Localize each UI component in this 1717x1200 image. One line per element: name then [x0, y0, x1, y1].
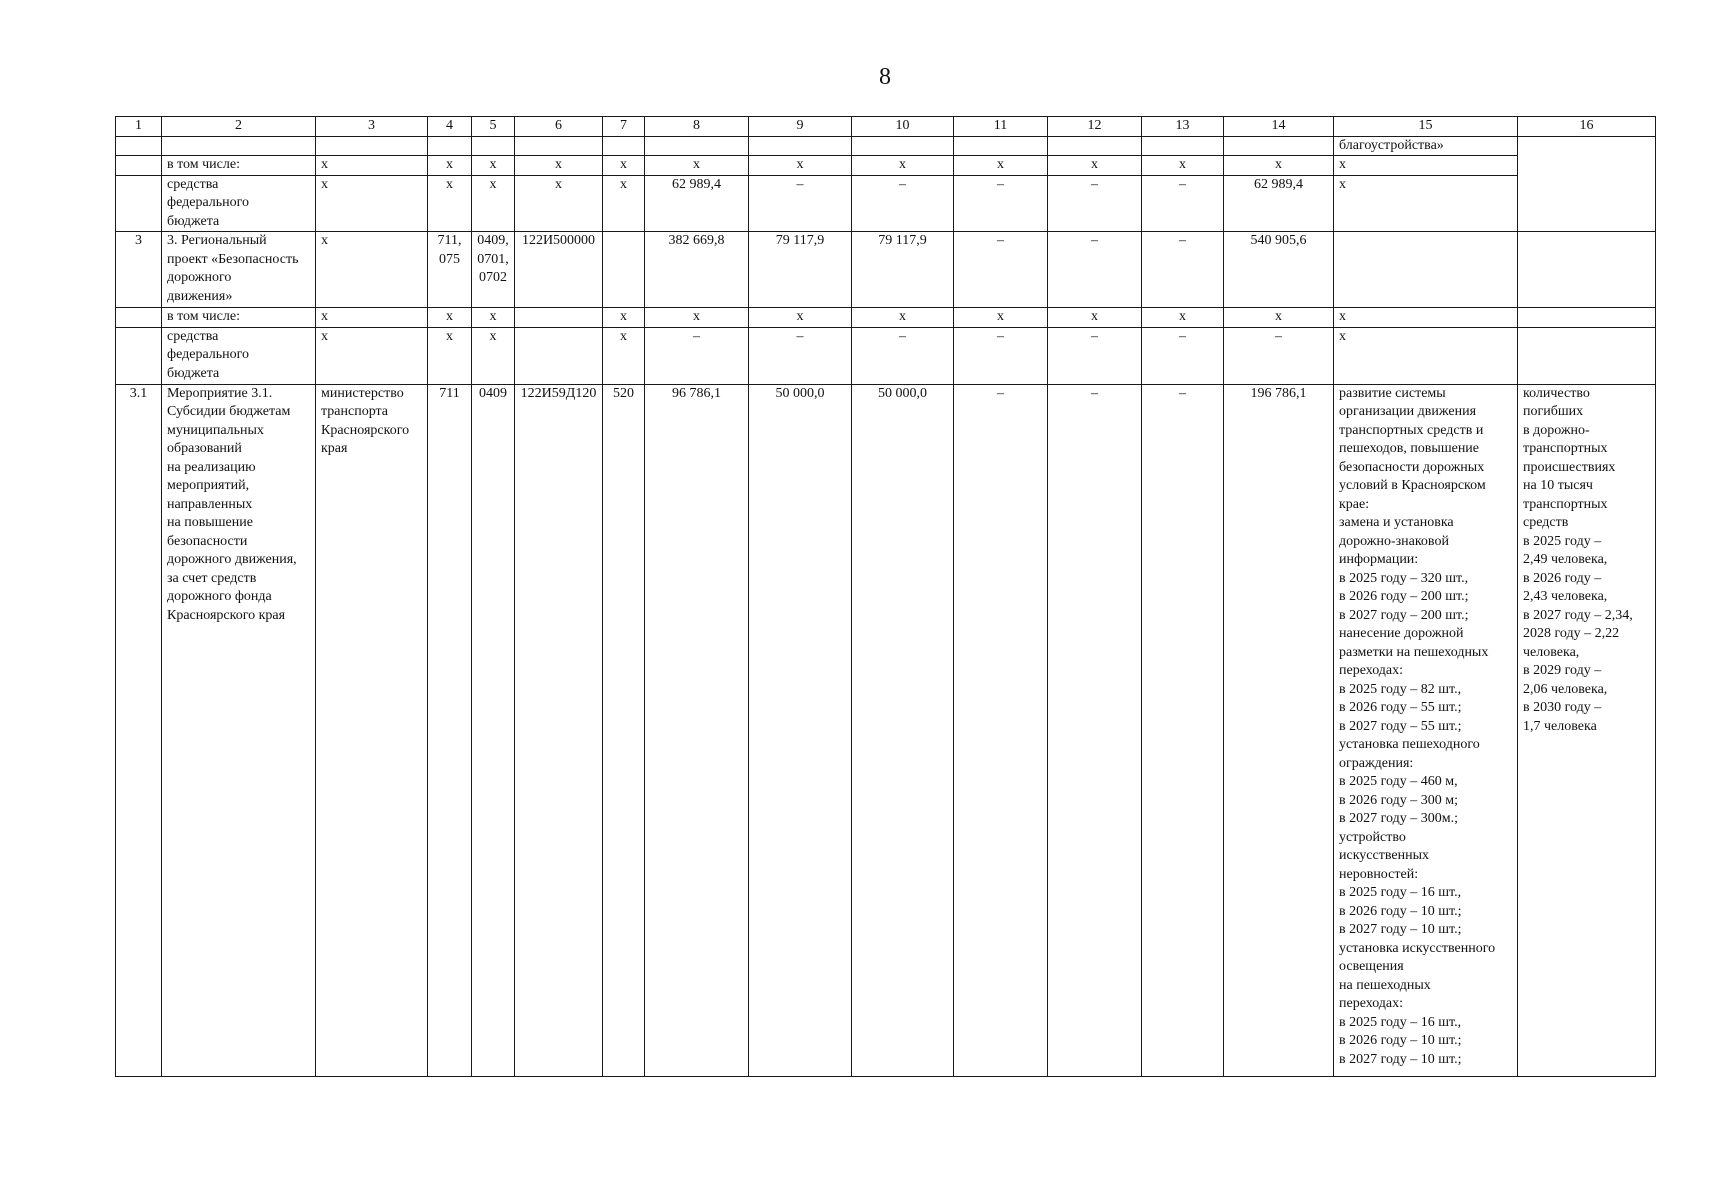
column-header: 3: [316, 117, 428, 137]
cell-value: x: [1142, 156, 1224, 176]
cell-value: x: [515, 175, 603, 232]
cell-amount: 62 989,4: [1224, 175, 1334, 232]
cell-amount: –: [749, 175, 852, 232]
cell-code: 122И500000: [515, 232, 603, 308]
cell-amount: –: [954, 175, 1048, 232]
column-header: 12: [1048, 117, 1142, 137]
cell-value: x: [852, 156, 954, 176]
cell-value: x: [1334, 175, 1518, 232]
cell-result-text: благоустройства»: [1334, 136, 1518, 156]
cell-amount: –: [1142, 384, 1224, 1076]
cell-row-number: 3: [116, 232, 162, 308]
cell-title: Мероприятие 3.1. Субсидии бюджетам муниципальных образований на реализацию мероприятий, направленных на повышение безопасности дорожного движения, за счет средств дорожного фонда Красноярского края: [162, 384, 316, 1076]
table-row-regional-project: [116, 232, 1656, 308]
page-number: 8: [879, 64, 891, 90]
column-header: 6: [515, 117, 603, 137]
cell-amount: –: [1048, 175, 1142, 232]
cell-label: средства федерального бюджета: [162, 327, 316, 384]
cell-value: x: [1142, 308, 1224, 328]
cell-indicator-empty: [1518, 136, 1656, 232]
cell-code: [603, 232, 645, 308]
column-header: 2: [162, 117, 316, 137]
cell-code: 0409, 0701, 0702: [472, 232, 515, 308]
cell-amount: –: [1142, 327, 1224, 384]
cell-amount: –: [749, 327, 852, 384]
cell-amount: –: [1142, 175, 1224, 232]
cell-label: в том числе:: [162, 156, 316, 176]
cell-amount: 79 117,9: [749, 232, 852, 308]
cell-amount: 540 905,6: [1224, 232, 1334, 308]
column-header: 11: [954, 117, 1048, 137]
cell-value: x: [428, 308, 472, 328]
cell-value: x: [515, 156, 603, 176]
table-row-including: [116, 308, 1656, 328]
column-number-row: [116, 117, 1656, 137]
table-row-including: [116, 156, 1656, 176]
cell-code: 0409: [472, 384, 515, 1076]
cell-value: x: [428, 175, 472, 232]
cell-amount: –: [1048, 384, 1142, 1076]
table-row-continuation: [116, 136, 1656, 156]
cell-title: 3. Региональный проект «Безопасность дорожного движения»: [162, 232, 316, 308]
cell-amount: 50 000,0: [852, 384, 954, 1076]
cell-value: x: [316, 232, 428, 308]
cell-amount: –: [1142, 232, 1224, 308]
cell-amount: –: [852, 327, 954, 384]
table-row-federal-budget: [116, 327, 1656, 384]
cell-value: x: [316, 327, 428, 384]
cell-amount: –: [954, 232, 1048, 308]
cell-value: x: [603, 327, 645, 384]
cell-value: x: [603, 308, 645, 328]
cell-value: x: [428, 327, 472, 384]
cell-value: x: [472, 308, 515, 328]
table-row-federal-budget: [116, 175, 1656, 232]
cell-value: x: [316, 308, 428, 328]
cell-executor: министерство транспорта Красноярского края: [316, 384, 428, 1076]
column-header: 8: [645, 117, 749, 137]
cell-amount: –: [954, 384, 1048, 1076]
cell-row-number: 3.1: [116, 384, 162, 1076]
column-header: 10: [852, 117, 954, 137]
column-header: 14: [1224, 117, 1334, 137]
cell-amount: 382 669,8: [645, 232, 749, 308]
cell-code: 122И59Д120: [515, 384, 603, 1076]
cell-result-text: развитие системы организации движения транспортных средств и пешеходов, повышение безопасности дорожных условий в Красноярском крае: замена и установка дорожно-знаковой информации: в 2025 году – 320 шт., в 2026 году – 200 шт.; в 2027 году – 200 шт.; нанесение дорожной разметки на пешеходных переходах: в 2025 году – 82 шт., в 2026 году – 55 шт.; в 2027 году – 55 шт.; установка пешеходного ограждения: в 2025 году – 460 м, в 2026 году – 300 м; в 2027 году – 300м.; устройство искусственных неровностей: в 2025 году – 16 шт., в 2026 году – 10 шт.; в 2027 году – 10 шт.; установка искусственного освещения на пешеходных переходах: в 2025 году – 16 шт., в 2026 году – 10 шт.; в 2027 году – 10 шт.;: [1334, 384, 1518, 1076]
cell-value: x: [749, 308, 852, 328]
cell-value: x: [1048, 156, 1142, 176]
cell-code: 711, 075: [428, 232, 472, 308]
cell-amount: –: [1224, 327, 1334, 384]
cell-value: x: [954, 156, 1048, 176]
cell-value: x: [428, 156, 472, 176]
cell-amount: 79 117,9: [852, 232, 954, 308]
column-header: 16: [1518, 117, 1656, 137]
column-header: 1: [116, 117, 162, 137]
table-row-measure-3-1: [116, 384, 1656, 1076]
cell-amount: 196 786,1: [1224, 384, 1334, 1076]
cell-amount: 96 786,1: [645, 384, 749, 1076]
cell-value: x: [603, 156, 645, 176]
cell-amount: –: [1048, 232, 1142, 308]
cell-value: x: [603, 175, 645, 232]
cell-value: x: [1334, 327, 1518, 384]
cell-value: x: [645, 156, 749, 176]
column-header: 7: [603, 117, 645, 137]
cell-amount: 50 000,0: [749, 384, 852, 1076]
cell-value: x: [749, 156, 852, 176]
cell-amount: –: [954, 327, 1048, 384]
cell-value: x: [472, 156, 515, 176]
cell-value: x: [1334, 156, 1518, 176]
cell-amount: –: [1048, 327, 1142, 384]
cell-code: 520: [603, 384, 645, 1076]
column-header: 13: [1142, 117, 1224, 137]
cell-amount: –: [645, 327, 749, 384]
column-header: 4: [428, 117, 472, 137]
cell-label: в том числе:: [162, 308, 316, 328]
cell-code: 711: [428, 384, 472, 1076]
cell-value: x: [316, 156, 428, 176]
cell-value: x: [316, 175, 428, 232]
column-header: 5: [472, 117, 515, 137]
cell-value: x: [472, 175, 515, 232]
cell-value: x: [472, 327, 515, 384]
cell-value: x: [645, 308, 749, 328]
cell-value: x: [1224, 308, 1334, 328]
cell-amount: 62 989,4: [645, 175, 749, 232]
program-table: [115, 116, 1656, 1077]
column-header: 15: [1334, 117, 1518, 137]
column-header: 9: [749, 117, 852, 137]
cell-value: x: [852, 308, 954, 328]
cell-value: x: [1224, 156, 1334, 176]
cell-value: x: [954, 308, 1048, 328]
cell-label: средства федерального бюджета: [162, 175, 316, 232]
cell-indicator-text: количество погибших в дорожно- транспортных происшествиях на 10 тысяч транспортных средств в 2025 году – 2,49 человека, в 2026 году – 2,43 человека, в 2027 году – 2,34, 2028 году – 2,22 человека, в 2029 году – 2,06 человека, в 2030 году – 1,7 человека: [1518, 384, 1656, 1076]
cell-value: x: [1048, 308, 1142, 328]
cell-value: x: [1334, 308, 1518, 328]
cell-amount: –: [852, 175, 954, 232]
